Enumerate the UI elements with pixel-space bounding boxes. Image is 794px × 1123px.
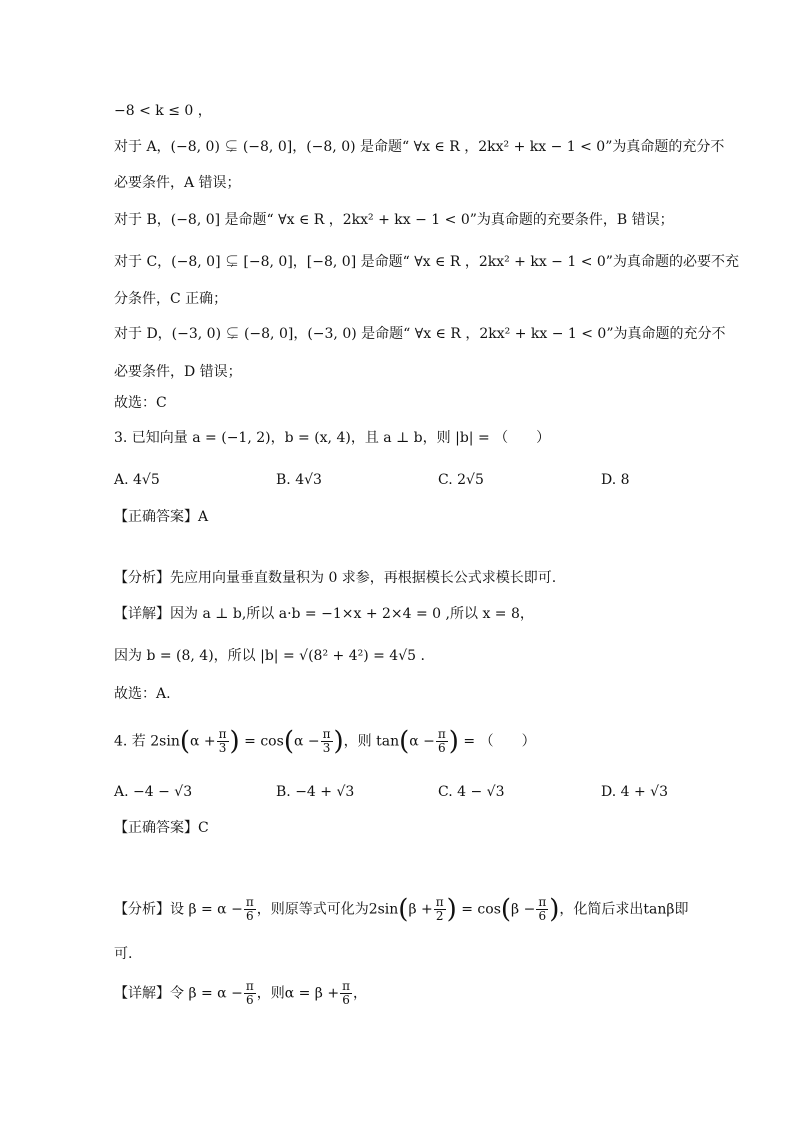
q3-option-c [438, 470, 484, 490]
text-line: 对于 B，(−8, 0] 是命题“ ∀x ∈ R ，2kx² + kx − 1 < 0”为真命题的充要条件，B 错误； [114, 212, 674, 228]
q4-sin: 2sin [150, 733, 180, 750]
option-label: D. [601, 784, 617, 800]
detail: 【详解】因为 a ⊥ b,所以 a·b = −1×x + 2×4 = 0 ,所以 x = 8， [114, 606, 534, 622]
question-3: 3. 已知向量 a = (−1, 2)，b = (x, 4)，且 a ⊥ b，则 |b| = （ ） [114, 430, 551, 446]
tan-beta: tanβ [643, 901, 675, 918]
sin: 2sin [368, 901, 399, 918]
analysis-mid: ，则原等式可化为 [256, 901, 369, 918]
option-value: 4 − √3 [457, 784, 505, 800]
text-line: 对于 C，(−8, 0] ⊊ [−8, 0]，[−8, 0] 是命题“ ∀x ∈ R ，2kx² + kx − 1 < 0”为真命题的必要不充 [114, 254, 739, 270]
fraction: $\frac{\pi}{6}$ [538, 895, 547, 923]
text-line: 可. [114, 946, 133, 962]
q4-alpha-minus: α − [293, 733, 320, 750]
q4-then: ，则 [343, 733, 372, 750]
q4-option-a [114, 782, 192, 802]
q3-option-b [276, 470, 322, 490]
detail-mid: ，则 [256, 985, 285, 1002]
analysis: 【分析】先应用向量垂直数量积为 0 求参，再根据模长公式求模长即可. [114, 570, 557, 586]
text-line: −8 < k ≤ 0 ， [114, 103, 212, 119]
beta-minus: β − [511, 901, 536, 918]
analysis-prefix: 【分析】设 [114, 901, 184, 918]
correct-answer: 【正确答案】A [114, 509, 209, 525]
option-value: 4 + √3 [620, 784, 669, 800]
equals: = [244, 733, 256, 750]
detail: 因为 b = (8, 4)，所以 |b| = √(8² + 4²) = 4√5 . [114, 648, 425, 664]
analysis-mid: ，化简后求出 [559, 901, 644, 918]
analysis: 【分析】设 β = α − $\frac{\pi}{6}$ ，则原等式可化为2sin(β + $\frac{\pi}{2}$ ) = cos(β − $\frac{\pi}{6}$ )，化简后求出tanβ即 [114, 894, 689, 925]
option-value: 8 [620, 472, 630, 488]
q4-end: = （ ） [463, 733, 536, 750]
q3-option-a [114, 470, 160, 490]
option-label: B. [276, 784, 291, 800]
option-value: 4√3 [295, 472, 322, 488]
beta-plus: β + [408, 901, 433, 918]
correct-answer: 【正确答案】C [114, 820, 209, 836]
option-label: C. [438, 784, 453, 800]
beta-eq: β = α − [188, 985, 243, 1002]
option-label: D. [601, 472, 617, 488]
fraction: $\frac{\pi}{2}$ [435, 895, 444, 923]
fraction: $\frac{\pi}{6}$ [245, 895, 254, 923]
fraction: $\frac{\pi}{3}$ [218, 727, 227, 755]
option-value: −4 − √3 [133, 784, 193, 800]
selection: 故选：A. [114, 686, 171, 702]
option-label: A. [114, 472, 129, 488]
fraction: $\frac{\pi}{6}$ [437, 727, 446, 755]
option-label: B. [276, 472, 291, 488]
text-line: 对于 D，(−3, 0) ⊊ (−8, 0]，(−3, 0) 是命题“ ∀x ∈ R ，2kx² + kx − 1 < 0”为真命题的充分不 [114, 326, 726, 342]
option-value: 4√5 [133, 472, 160, 488]
q4-option-c [438, 782, 505, 802]
text-line: 必要条件，A 错误； [114, 175, 241, 191]
equals: = [461, 901, 473, 918]
text-line: 必要条件，D 错误； [114, 364, 242, 380]
q4-option-b [276, 782, 354, 802]
beta-eq: β = α − [188, 901, 243, 918]
detail-end: ， [352, 985, 367, 1002]
option-value: 2√5 [457, 472, 484, 488]
q4-alpha-plus: α + [190, 733, 216, 750]
text-line: 对于 A，(−8, 0) ⊊ (−8, 0]，(−8, 0) 是命题“ ∀x ∈ R ，2kx² + kx − 1 < 0”为真命题的充分不 [114, 139, 725, 155]
q4-cos: cos [260, 733, 284, 750]
q3-option-d [601, 470, 630, 490]
q4-option-d [601, 782, 668, 802]
q4-tan: tan [376, 733, 400, 750]
question-4: 4. 若 2sin(α + $\frac{\pi}{3}$ ) = cos(α − $\frac{\pi}{3}$ )，则 tan(α − $\frac{\pi}{6}$ ) = （ ） [114, 726, 536, 757]
q4-prefix: 4. 若 [114, 733, 146, 750]
fraction: $\frac{\pi}{6}$ [342, 979, 350, 1007]
detail-prefix: 【详解】令 [114, 985, 184, 1002]
alpha-eq: α = β + [284, 985, 340, 1002]
fraction: $\frac{\pi}{6}$ [245, 979, 254, 1007]
analysis-end: 即 [674, 901, 689, 918]
option-label: C. [438, 472, 453, 488]
text-line: 故选：C [114, 395, 167, 411]
option-value: −4 + √3 [295, 784, 355, 800]
cos: cos [477, 901, 501, 918]
q4-alpha-minus: α − [409, 733, 435, 750]
option-label: A. [114, 784, 129, 800]
detail [114, 980, 367, 1007]
fraction: $\frac{\pi}{3}$ [322, 727, 331, 755]
text-line: 分条件，C 正确； [114, 291, 228, 307]
